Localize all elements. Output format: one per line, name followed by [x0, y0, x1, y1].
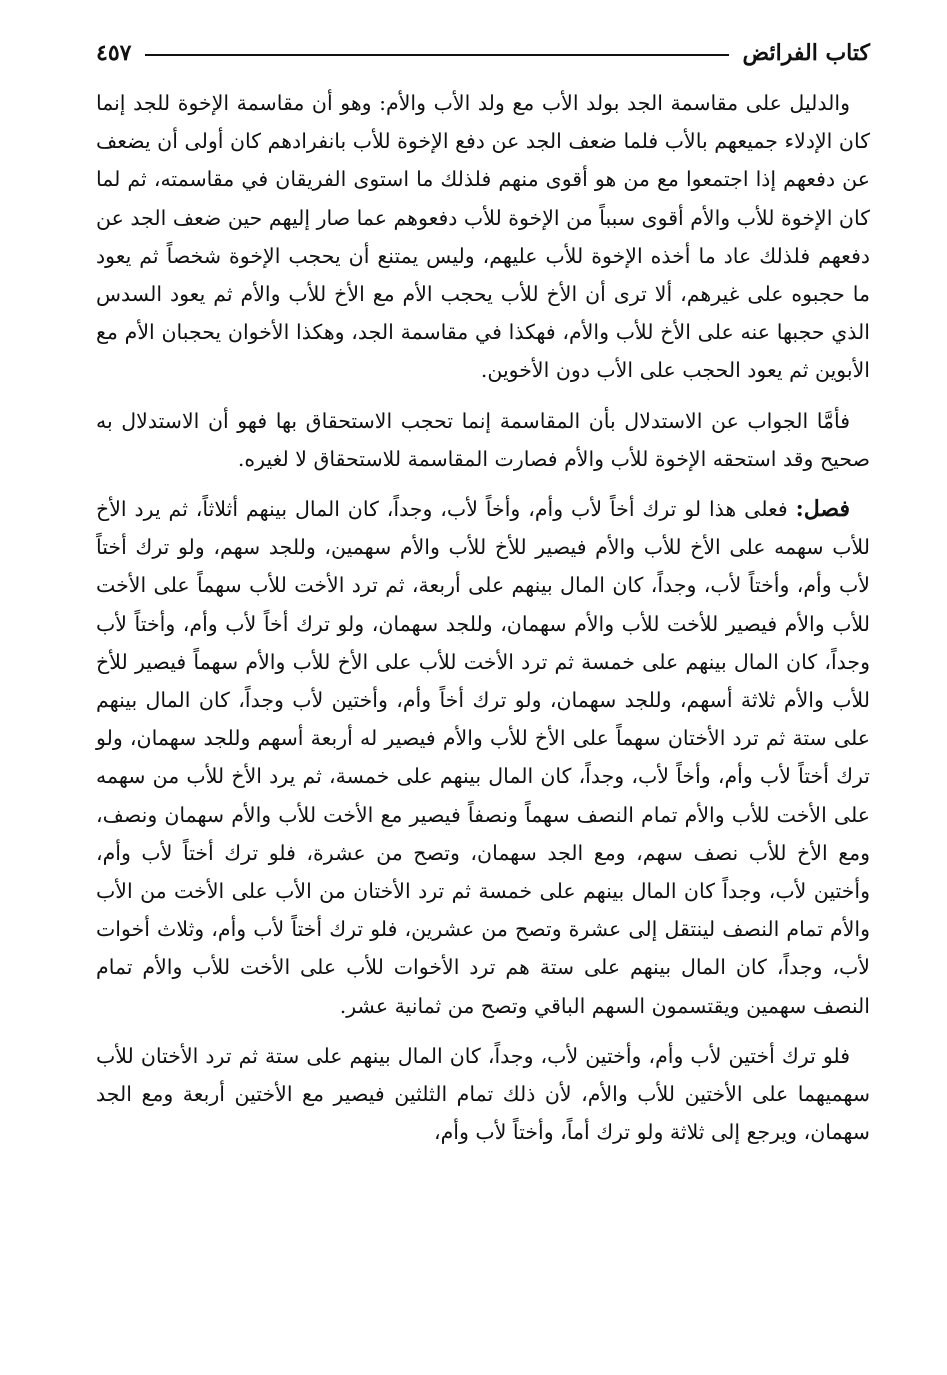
header-rule — [145, 54, 728, 56]
paragraph-section — [96, 490, 870, 1025]
running-title: كتاب الفرائض — [742, 40, 870, 66]
paragraph-text: فلو ترك أختين لأب وأم، وأختين لأب، وجداً، كان المال بينهم على ستة ثم ترد الأختان للأب سهميهما على الأختين للأب والأم، لأن ذلك تمام الثلثين فيصير مع الأختين أربعة ومع الجد سهمان، ويرجع إلى ثلاثة ولو ترك أماً، وأختاً لأب وأم، — [96, 1043, 870, 1145]
paragraph-response — [96, 402, 870, 478]
paragraph-continuation — [96, 1037, 870, 1152]
body-text — [96, 84, 870, 1151]
section-label: فصل: — [795, 496, 850, 523]
page-number: ٤٥٧ — [96, 40, 132, 66]
paragraph-text: والدليل على مقاسمة الجد بولد الأب مع ولد الأب والأم: وهو أن مقاسمة الإخوة للجد إنما كان الإدلاء جميعهم بالأب فلما ضعف الجد عن دفع الإخوة للأب بانفرادهم كان أولى أن يضعف عن دفعهم إذا اجتمعوا مع من هو أقوى منهم فلذلك ما استوى الفريقان في مقاسمته، ثم لما كان الإخوة للأب والأم أقوى سبباً من الإخوة للأب دفعوهم عما صار إليهم حين ضعف الجد عن دفعهم فلذلك عاد ما أخذه الإخوة للأب عليهم، وليس يمتنع أن يحجب الإخوة شخصاً ثم يعود ما حجبوه على غيرهم، ألا ترى أن الأخ للأب يحجب الأم مع الأخ للأب والأم ثم يعود السدس الذي حجبها عنه على الأخ للأب والأم، فهكذا في مقاسمة الجد، وهكذا الأخوان يحجبان الأم مع الأبوين ثم يعود الحجب على الأب دون الأخوين. — [96, 91, 870, 383]
paragraph-text: فعلى هذا لو ترك أخاً لأب وأم، وأخاً لأب، وجداً، كان المال بينهم أثلاثاً، ثم يرد الأخ للأب سهمه على الأخ للأب والأم فيصير للأخ للأب والأم سهمين، وللجد سهم، ولو ترك أختاً لأب وأم، وأختاً لأب، وجداً، كان المال بينهم على أربعة، ثم ترد الأخت للأب سهماً على الأخت للأب والأم فيصير للأخت للأب والأم سهمان، وللجد سهمان، ولو ترك أخاً لأب وأم، وأختاً لأب وجداً، كان المال بينهم على خمسة ثم ترد الأخت للأب على الأخ للأب والأم سهماً فيصير للأخ للأب والأم ثلاثة أسهم، وللجد سهمان، ولو ترك أخاً وأم، وأختين لأب وجداً، كان المال بينهم على ستة ثم ترد الأختان سهماً على الأخ للأب والأم فيصير له أربعة أسهم وللجد سهمان، ولو ترك أختاً لأب وأم، وأخاً لأب، وجداً، كان المال بينهم على خمسة، ثم يرد الأخ للأب من سهمه على الأخت للأب والأم تمام النصف سهماً ونصفاً فيصير مع الأخت للأب والأم سهمان ونصف، ومع الأخ للأب نصف سهم، ومع الجد سهمان، وتصح من عشرة، فلو ترك أختاً لأب وأم، وأختين لأب، وجداً كان المال بينهم على خمسة ثم ترد الأختان من الأب على الأخت من الأب والأم تمام النصف لينتقل إلى عشرة وتصح من عشرين، فلو ترك أختاً لأب وأم، وثلاث أخوات لأب، وجداً، كان المال بينهم على ستة هم ترد الأخوات للأب على الأخت للأب والأم تمام النصف سهمين ويقتسمون السهم الباقي وتصح من ثمانية عشر. — [96, 497, 870, 1018]
paragraph-evidence — [96, 84, 870, 390]
page-header — [96, 30, 870, 76]
paragraph-text: فأمَّا الجواب عن الاستدلال بأن المقاسمة إنما تحجب الاستحقاق بها فهو أن الاستدلال به صحيح وقد استحقه الإخوة للأب والأم فصارت المقاسمة للاستحقاق لا لغيره. — [96, 408, 870, 471]
